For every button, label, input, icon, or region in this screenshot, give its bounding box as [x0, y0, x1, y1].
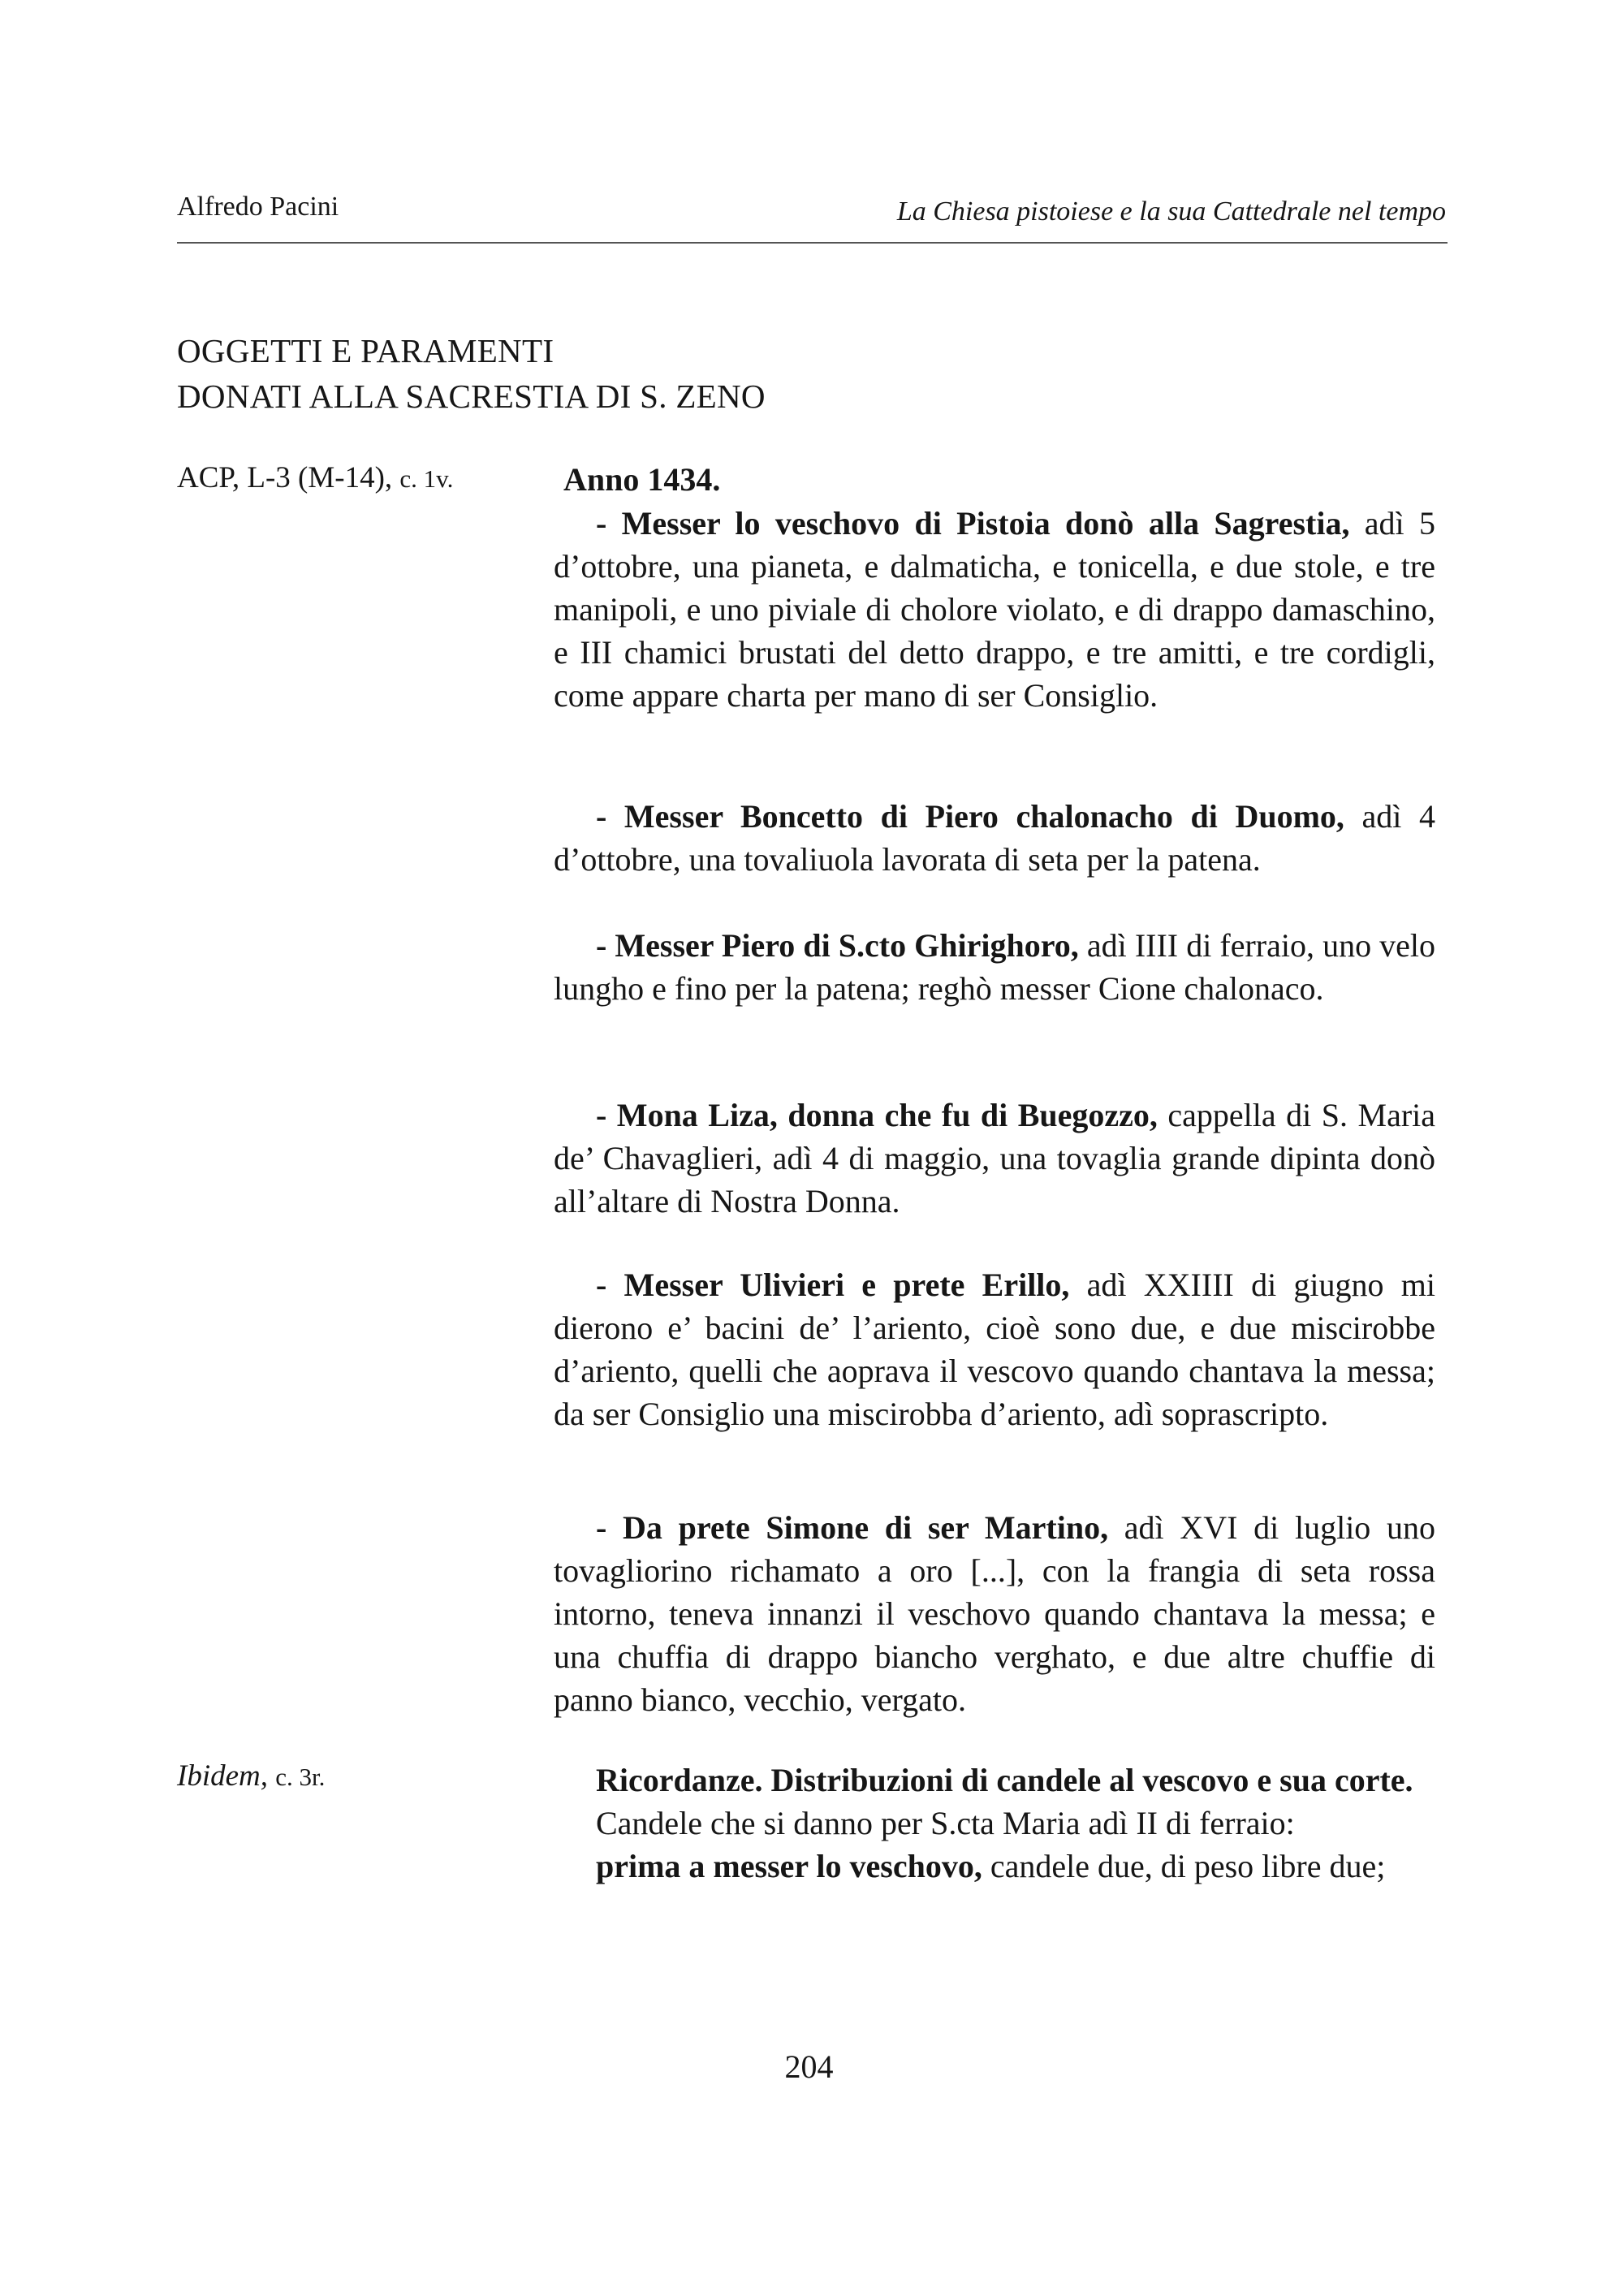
entry-text: adì 5 d’ottobre, una pianeta, e dalmaticha, e tonicella, e due stole, e tre manipoli, e uno piviale di cholore violato, e di drappo damaschino, e III chamici brustati del detto drappo, e tre amitti, e tre cordigli, come appare charta per mano di ser Consiglio. — [554, 505, 1435, 714]
entry-donor: - Messer lo veschovo di Pistoia donò alla Sagrestia, — [596, 505, 1350, 542]
header-book-title: La Chiesa pistoiese e la sua Cattedrale nel tempo — [896, 196, 1446, 227]
entry-6 — [554, 1506, 1435, 1721]
reference-source: ACP, L-3 (M-14), — [177, 461, 393, 494]
entry-2 — [554, 795, 1435, 881]
entry-donor: - Messer Boncetto di Piero chalonacho di Duomo, — [596, 798, 1344, 835]
entry-donor: - Mona Liza, donna che fu di Buegozzo, — [596, 1097, 1158, 1133]
entry-recipient: prima a messer lo veschovo, — [596, 1848, 982, 1884]
reference-folio: c. 3r. — [275, 1763, 326, 1791]
entry-4 — [554, 1094, 1435, 1223]
year-heading: Anno 1434. — [563, 461, 721, 498]
entry-1 — [554, 502, 1435, 717]
entry-donor: - Messer Ulivieri e prete Erillo, — [596, 1267, 1070, 1303]
entry-heading: Ricordanze. Distribuzioni di candele al vescovo e sua corte. — [596, 1762, 1413, 1798]
entry-text: cappella di S. Maria de’ Chavaglieri, adì 4 di maggio, una tovaglia grande dipinta donò all’altare di Nostra Donna. — [554, 1097, 1436, 1219]
entry-text: adì XVI di luglio uno tovagliorino richamato a oro [...], con la frangia di seta rossa intorno, teneva innanzi il veschovo quando chantava la messa; e una chuffia di drappo biancho verghato, e due altre chuffie di panno bianco, vecchio, vergato. — [554, 1509, 1436, 1718]
section-title-line-2: DONATI ALLA SACRESTIA DI S. ZENO — [177, 378, 766, 415]
section-title-line-1: OGGETTI E PARAMENTI — [177, 332, 554, 369]
entry-text: adì XXIIII di giugno mi dierono e’ bacini de’ l’ariento, cioè sono due, e due miscirobbe d’ariento, quelli che aoprava il vescovo quando chantava la messa; da ser Consiglio una miscirobba d’ariento, adì soprascripto. — [554, 1267, 1436, 1432]
entry-7 — [554, 1759, 1435, 1888]
entry-donor: - Da prete Simone di ser Martino, — [596, 1509, 1109, 1546]
entry-donor: - Messer Piero di S.cto Ghirighoro, — [596, 927, 1079, 964]
header-author: Alfredo Pacini — [177, 192, 339, 222]
entry-3 — [554, 924, 1435, 1010]
entry-text: candele due, di peso libre due; — [990, 1848, 1386, 1884]
margin-reference-1 — [177, 460, 453, 495]
entry-line: Candele che si danno per S.cta Maria adì II di ferraio: — [596, 1805, 1295, 1841]
reference-ibidem: Ibidem, — [177, 1759, 268, 1793]
entry-5 — [554, 1263, 1435, 1435]
section-title — [177, 328, 766, 419]
entry-text: adì 4 d’ottobre, una tovaliuola lavorata di seta per la patena. — [554, 798, 1436, 878]
page-number: 204 — [784, 2048, 834, 2085]
running-header — [177, 192, 1448, 244]
margin-reference-2 — [177, 1759, 325, 1793]
entry-text: adì IIII di ferraio, uno velo lungho e fino per la patena; reghò messer Cione chalonaco. — [554, 927, 1436, 1007]
reference-folio: c. 1v. — [399, 464, 454, 493]
